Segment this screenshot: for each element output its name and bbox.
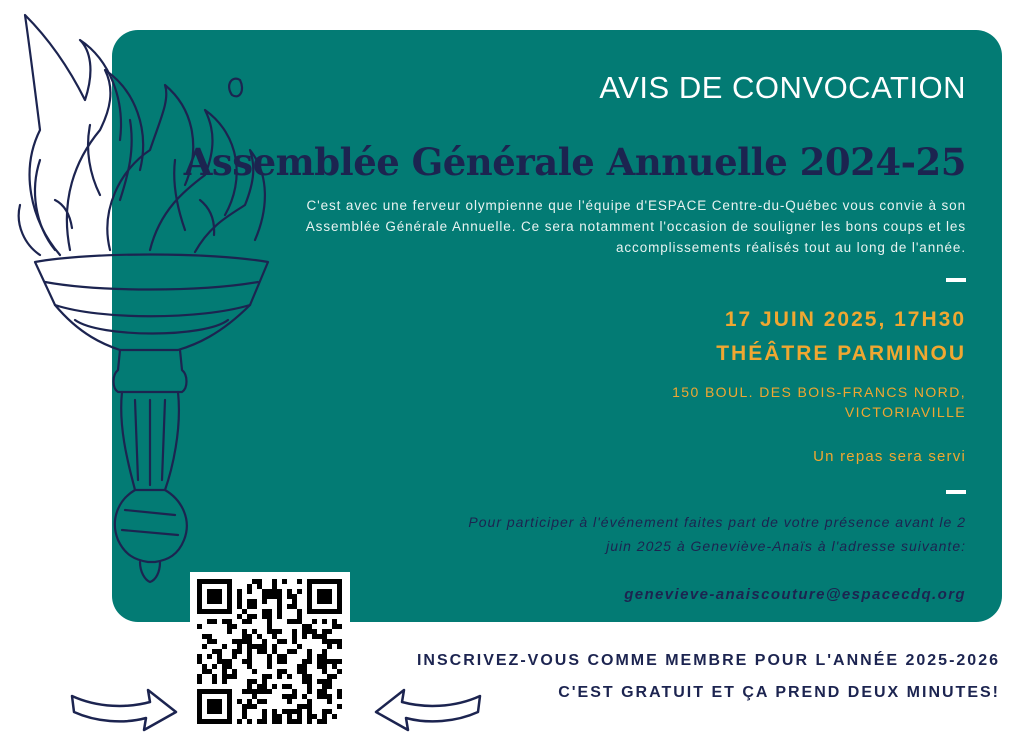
qr-code[interactable] [190, 572, 350, 732]
cta-line-1: INSCRIVEZ-VOUS COMME MEMBRE POUR L'ANNÉE 2025-2026 [416, 652, 1000, 669]
rsvp-text: Pour participer à l'événement faites part de votre présence avant le 2 juin 2025 à Geneviève-Anaïs à l'adresse suivante: [468, 514, 966, 554]
event-date: 17 JUIN 2025, 17H30 [724, 308, 966, 331]
address-line-2: VICTORIAVILLE [844, 404, 966, 420]
cta-line-2: C'EST GRATUIT ET ÇA PREND DEUX MINUTES! [558, 684, 1000, 701]
meal-note: Un repas sera servi [813, 448, 966, 465]
qr-code-image [190, 572, 350, 732]
notice-heading: AVIS DE CONVOCATION [599, 70, 966, 105]
intro-paragraph: C'est avec une ferveur olympienne que l'équipe d'ESPACE Centre-du-Québec vous convie à son Assemblée Générale Annuelle. Ce sera notamment l'occasion de souligner les bons coups et les accomplissements réalisés tout au long de l'année. [305, 198, 966, 255]
arrow-right-icon [68, 686, 180, 734]
arrow-left-icon [372, 686, 484, 734]
divider [946, 490, 966, 494]
divider [946, 278, 966, 282]
page-title: Assemblée Générale Annuelle 2024-25 [183, 140, 966, 184]
event-venue: THÉÂTRE PARMINOU [716, 342, 966, 365]
torch-icon [0, 0, 300, 600]
address-line-1: 150 BOUL. DES BOIS-FRANCS NORD, [672, 384, 966, 400]
event-address [672, 382, 966, 422]
rsvp-email-link[interactable]: genevieve-anaiscouture@espacecdq.org [624, 586, 966, 603]
